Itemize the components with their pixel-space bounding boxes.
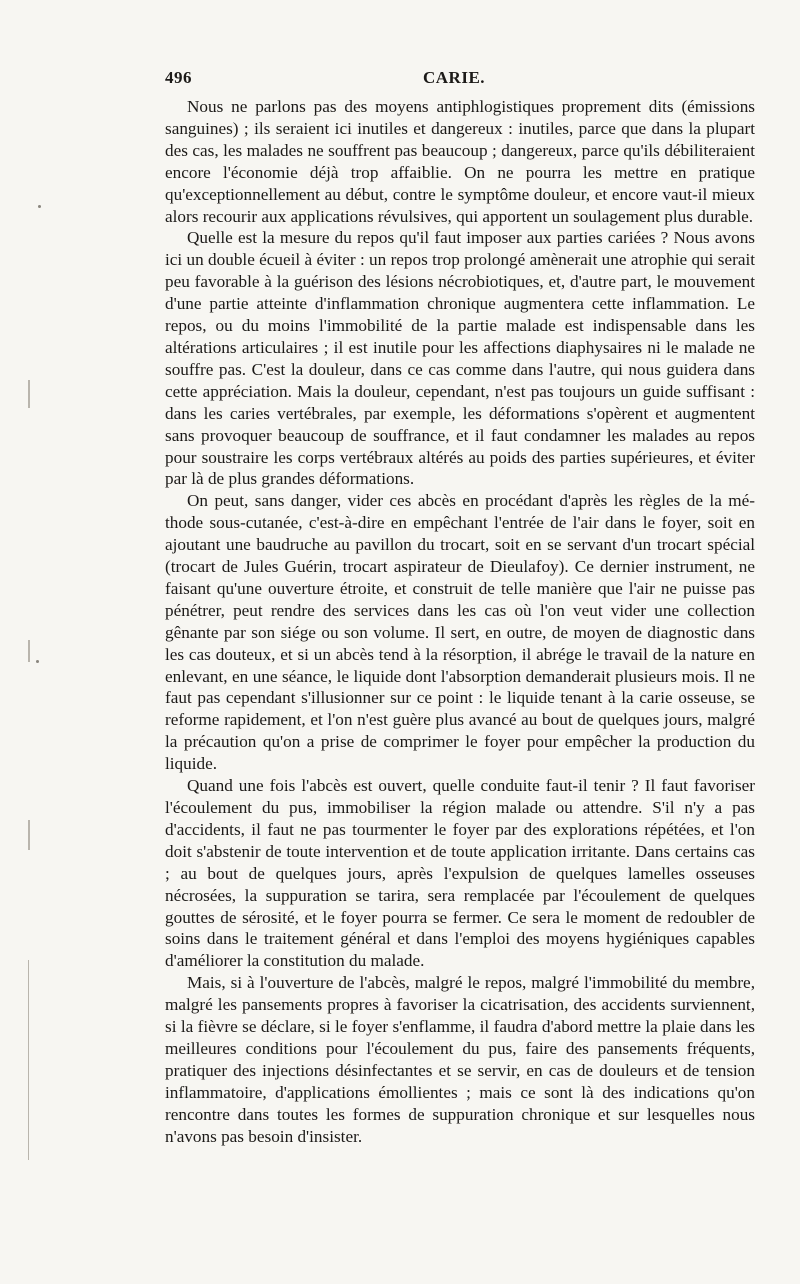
paragraph: Mais, si à l'ouverture de l'abcès, malgré le repos, malgré l'immobilité du membre, malgré les pansements propres à favoriser la cicatrisation, des accidents surviennent, si la fièvre se déclare, si le foyer s'enflamme, il faudra d'abord mettre la plaie dans les meilleures conditions pour l'écoulement du pus, faire des pansements fréquents, pratiquer des injections désinfectantes et se servir, en cas de douleurs et de tension inflammatoire, d'applications émollientes ; mais ce sont là des indications qu'on rencontre dans toutes les formes de suppuration chronique et sur lesquelles nous n'avons pas besoin d'insister.	[165, 973, 755, 1146]
margin-scan-mark	[28, 640, 30, 662]
margin-scan-dot	[38, 205, 41, 208]
paragraph: Nous ne parlons pas des moyens antiphlogistiques proprement dits (émissions sanguines) ; ils seraient ici inutiles et dangereux : inutiles, parce que dans la plupart des cas, les malades ne souffrent pas beaucoup ; dangereux, parce qu'ils débiliteraient encore l'économie déjà trop affaiblie. On ne pourra les mettre en pratique qu'exceptionnellement au début, contre le symptôme douleur, et encore vaut-il mieux alors recourir aux applications révulsives, qui apportent un soulagement plus durable.	[165, 97, 755, 226]
paragraph: Quand une fois l'abcès est ouvert, quelle conduite faut-il tenir ? Il faut favoriser l'écoulement du pus, immobiliser la région malade ou attendre. S'il n'y a pas d'accidents, il faut ne pas tourmenter le foyer par des explorations répétées, et l'on doit s'abstenir de toute intervention et de toute application irritante. Dans certains cas ; au bout de quelques jours, après l'expulsion de quelques lamelles osseuses nécrosées, la suppuration se tarira, sera remplacée par l'écoulement de quelques gouttes de sérosité, et le foyer pourra se fermer. Ce sera le moment de redoubler de soins dans le traitement général et dans l'emploi des moyens hygiéniques capables d'améliorer la constitution du malade.	[165, 776, 755, 971]
body-text	[165, 96, 755, 1148]
page-number: 496	[165, 68, 192, 87]
margin-scan-mark	[28, 820, 30, 850]
paragraph: Quelle est la mesure du repos qu'il faut imposer aux parties cariées ? Nous avons ici un double écueil à éviter : un repos trop prolongé amènerait une atrophie qui serait peu favorable à la guérison des lésions nécrobiotiques, et, d'autre part, le mouvement d'une partie atteinte d'inflammation chronique augmentera cette inflammation. Le repos, ou du moins l'immobilité de la partie malade est indispensable dans les altérations articulaires ; il est inutile pour les affections diaphysaires ni le malade ne souffre pas. C'est la douleur, dans ce cas comme dans l'autre, qui nous guidera dans cette appréciation. Mais la douleur, cependant, n'est pas toujours un guide suffisant : dans les caries vertébrales, par exemple, les déformations s'opèrent et augmentent sans provoquer beaucoup de souffrance, et il faut condamner les malades au repos pour soustraire les corps vertébraux altérés au poids des parties supérieures, et éviter par là de plus grandes déformations.	[165, 228, 755, 489]
margin-scan-mark	[28, 960, 29, 1160]
running-title: CARIE.	[423, 68, 486, 87]
running-head	[165, 68, 755, 94]
paragraph: On peut, sans danger, vider ces abcès en procédant d'après les règles de la méthode sous-cutanée, c'est-à-dire en empêchant l'entrée de l'air dans le foyer, soit en ajoutant une baudruche au pavillon du trocart, soit en se servant d'un trocart spécial (trocart de Jules Guérin, trocart aspirateur de Dieulafoy). Ce dernier instrument, ne faisant qu'une ouverture étroite, et construit de telle manière que l'air ne puisse pas pénétrer, peut rendre des services dans les cas où l'on veut vider une collection gênante par son siége ou son volume. Il sert, en outre, de moyen de diagnostic dans les cas douteux, et si un abcès tend à la résorption, il abrége le travail de la nature en enlevant, en une séance, le liquide dont l'absorption demanderait plusieurs mois. Il ne faut pas cependant s'illusionner sur ce point : le liquide tenant à la carie osseuse, se reforme rapidement, et l'on n'est guère plus avancé au bout de quelques jours, malgré la précaution qu'on a prise de comprimer le foyer pour empêcher la production du liquide.	[165, 491, 755, 774]
margin-scan-dot	[36, 660, 39, 663]
margin-scan-mark	[28, 380, 30, 408]
